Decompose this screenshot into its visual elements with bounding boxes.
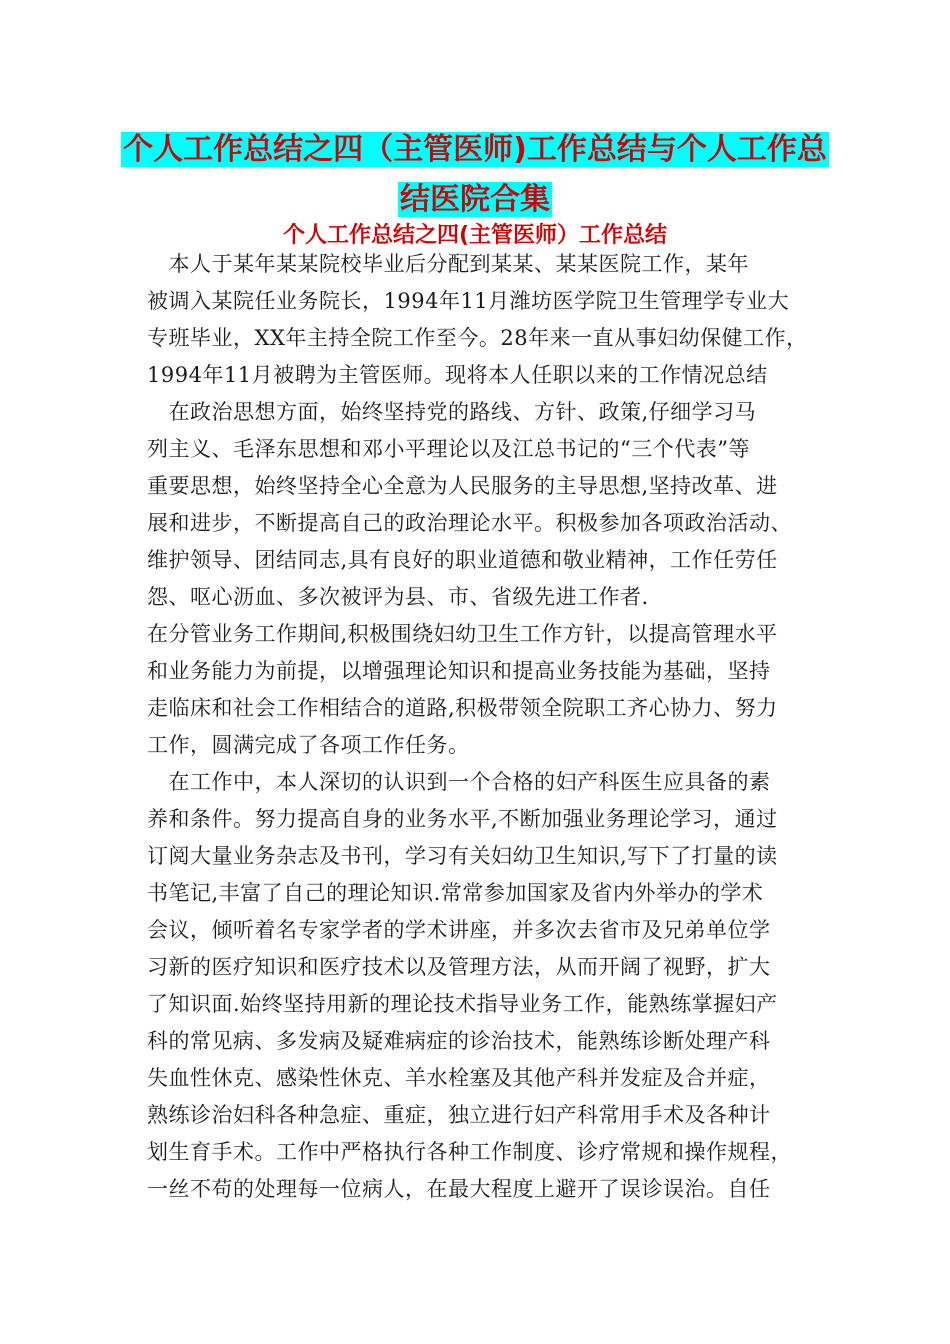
text-line: 维护领导、团结同志,具有良好的职业道德和敬业精神，工作任劳任 [147,548,778,572]
section-heading: 个人工作总结之四(主管医师）工作总结 [282,223,668,248]
document-title-line-2 [0,180,950,220]
text-line: 工作，圆满完成了各项工作任务。 [147,733,470,757]
text-line: 了知识面.始终坚持用新的理论技术指导业务工作，能熟练掌握妇产 [147,992,778,1016]
text-line: 习新的医疗知识和医疗技术以及管理方法，从而开阔了视野，扩大 [147,955,771,979]
text-line: 书笔记,丰富了自己的理论知识.常常参加国家及省内外举办的学术 [147,881,764,905]
text-line: 在政治思想方面，始终坚持党的路线、方针、政策,仔细学习马 [147,400,757,424]
document-body [147,246,813,1208]
text-line: 本人于某年某某院校毕业后分配到某某、某某医院工作，某年 [147,252,749,276]
title-highlight-1: 个人工作总结之四（主管医师)工作总结与个人工作总 [123,132,827,167]
text-line: 专班毕业，XX年主持全院工作至今。28年来一直从事妇幼保健工作， [147,326,808,350]
text-line: 展和进步，不断提高自己的政治理论水平。积极参加各项政治活动、 [147,511,792,535]
text-line: 养和条件。努力提高自身的业务水平,不断加强业务理论学习，通过 [147,807,778,831]
text-line: 订阅大量业务杂志及书刊，学习有关妇幼卫生知识,写下了打量的读 [147,844,778,868]
text-line: 重要思想，始终坚持全心全意为人民服务的主导思想,坚持改革、进 [147,474,778,498]
text-line: 失血性休克、感染性休克、羊水栓塞及其他产科并发症及合并症， [147,1066,771,1090]
text-line: 在分管业务工作期间,积极围绕妇幼卫生工作方针，以提高管理水平 [147,622,778,646]
text-line: 1994年11月被聘为主管医师。现将本人任职以来的工作情况总结 [147,363,768,387]
text-line: 在工作中，本人深切的认识到一个合格的妇产科医生应具备的素 [147,770,771,794]
title-highlight-2: 结医院合集 [400,182,550,217]
text-line: 被调入某院任业务院长，1994年11月潍坊医学院卫生管理学专业大 [147,289,790,313]
text-line: 一丝不苟的处理每一位病人，在最大程度上避开了误诊误治。自任 [147,1177,771,1201]
text-line: 走临床和社会工作相结合的道路,积极带领全院职工齐心协力、努力 [147,696,778,720]
text-line: 怨、呕心沥血、多次被评为县、市、省级先进工作者. [147,585,649,609]
text-line: 熟练诊治妇科各种急症、重症，独立进行妇产科常用手术及各种计 [147,1103,771,1127]
text-line: 列主义、毛泽东思想和邓小平理论以及江总书记的“三个代表”等 [147,437,750,461]
text-line: 和业务能力为前提，以增强理论知识和提高业务技能为基础，坚持 [147,659,771,683]
document-title-line-1 [0,130,950,170]
text-line: 会议，倾听着名专家学者的学术讲座，并多次去省市及兄弟单位学 [147,918,771,942]
text-line: 划生育手术。工作中严格执行各种工作制度、诊疗常规和操作规程， [147,1140,792,1164]
text-line: 科的常见病、多发病及疑难病症的诊治技术，能熟练诊断处理产科 [147,1029,771,1053]
